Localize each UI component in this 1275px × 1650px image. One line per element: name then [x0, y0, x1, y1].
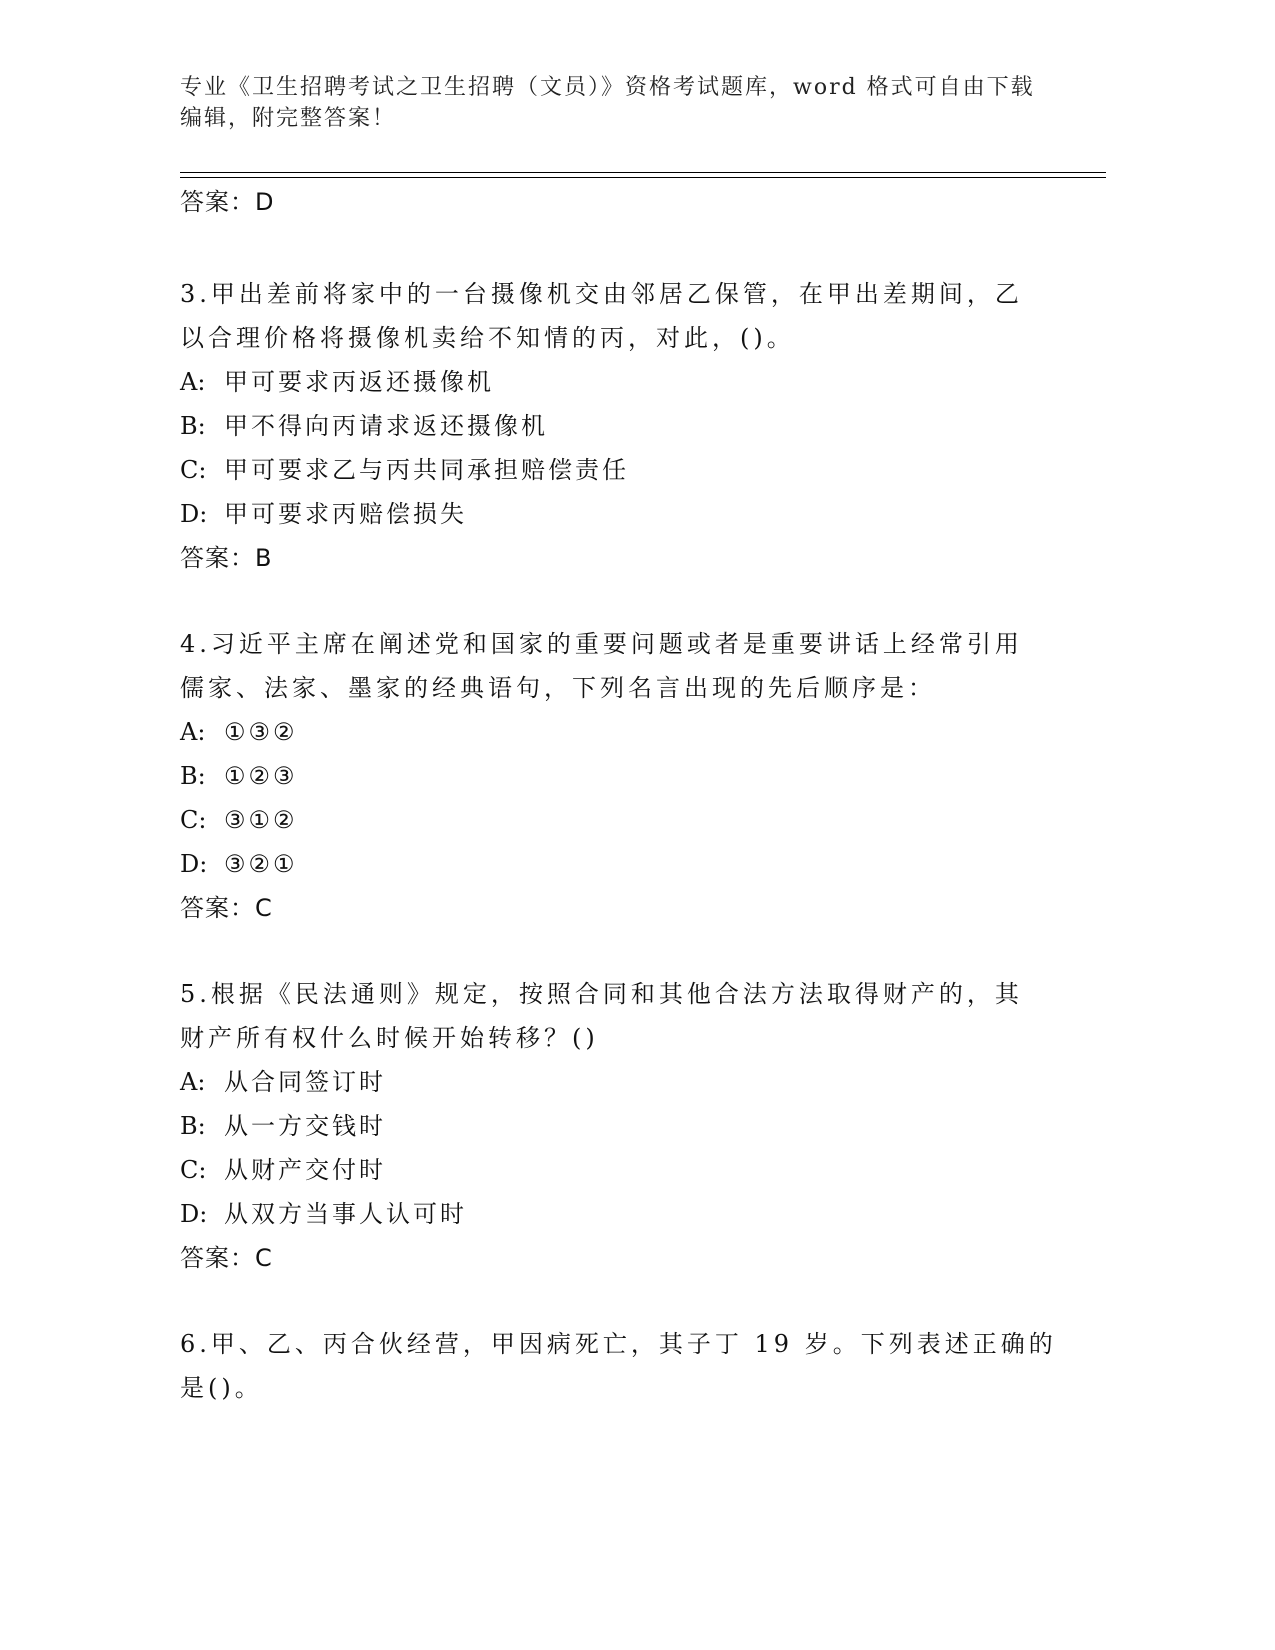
option-text: 甲不得向丙请求返还摄像机 — [224, 412, 548, 440]
header-divider-top — [180, 172, 1106, 173]
option-a — [180, 360, 1060, 404]
option-b — [180, 754, 1060, 798]
option-key: A: — [180, 718, 206, 746]
question-stem — [180, 272, 1060, 360]
option-text: ①③② — [224, 718, 298, 746]
header-line-2: 编辑，附完整答案！ — [180, 106, 397, 131]
option-key: D: — [180, 500, 208, 528]
option-a — [180, 710, 1060, 754]
question-answer: 答案：B — [180, 544, 273, 572]
question-4 — [180, 622, 1060, 930]
option-d — [180, 1192, 1060, 1236]
option-key: A: — [180, 368, 206, 396]
page-header — [180, 72, 1060, 134]
option-d — [180, 842, 1060, 886]
question-3 — [180, 272, 1060, 580]
option-key: B: — [180, 412, 206, 440]
option-key: C: — [180, 456, 207, 484]
option-d — [180, 492, 1060, 536]
question-stem — [180, 1322, 1060, 1410]
option-text: 甲可要求丙返还摄像机 — [224, 368, 494, 396]
option-key: D: — [180, 850, 208, 878]
option-key: B: — [180, 1112, 206, 1140]
question-stem-line: 6.甲、乙、丙合伙经营，甲因病死亡，其子丁 19 岁。下列表述正确的 — [180, 1330, 1057, 1358]
question-list — [180, 186, 1060, 1410]
question-5 — [180, 972, 1060, 1280]
question-stem-line: 财产所有权什么时候开始转移？() — [180, 1024, 599, 1052]
option-key: B: — [180, 762, 206, 790]
option-text: ①②③ — [224, 762, 298, 790]
option-text: 甲可要求丙赔偿损失 — [224, 500, 467, 528]
header-line-1: 专业《卫生招聘考试之卫生招聘（文员）》资格考试题库，word 格式可自由下载 — [180, 75, 1035, 100]
question-stem — [180, 972, 1060, 1060]
option-text: 从财产交付时 — [224, 1156, 386, 1184]
option-b — [180, 1104, 1060, 1148]
option-key: C: — [180, 1156, 207, 1184]
option-c — [180, 1148, 1060, 1192]
option-c — [180, 448, 1060, 492]
option-b — [180, 404, 1060, 448]
question-answer: 答案：C — [180, 894, 273, 922]
question-stem — [180, 622, 1060, 710]
question-6 — [180, 1322, 1060, 1410]
option-text: 从合同签订时 — [224, 1068, 386, 1096]
question-answer: 答案：C — [180, 1244, 273, 1272]
header-divider-bottom — [180, 177, 1106, 178]
option-text: 从一方交钱时 — [224, 1112, 386, 1140]
question-stem-line: 3.甲出差前将家中的一台摄像机交由邻居乙保管，在甲出差期间，乙 — [180, 280, 1023, 308]
option-key: D: — [180, 1200, 208, 1228]
question-stem-line: 是()。 — [180, 1374, 263, 1402]
previous-question-answer: 答案：D — [180, 188, 275, 216]
option-c — [180, 798, 1060, 842]
question-stem-line: 以合理价格将摄像机卖给不知情的丙，对此，()。 — [180, 324, 795, 352]
option-a — [180, 1060, 1060, 1104]
question-stem-line: 4.习近平主席在阐述党和国家的重要问题或者是重要讲话上经常引用 — [180, 630, 1023, 658]
option-text: 从双方当事人认可时 — [224, 1200, 467, 1228]
option-key: C: — [180, 806, 207, 834]
option-text: ③①② — [224, 806, 298, 834]
question-stem-line: 儒家、法家、墨家的经典语句，下列名言出现的先后顺序是： — [180, 674, 936, 702]
option-text: ③②① — [224, 850, 298, 878]
question-stem-line: 5.根据《民法通则》规定，按照合同和其他合法方法取得财产的，其 — [180, 980, 1023, 1008]
option-key: A: — [180, 1068, 206, 1096]
option-text: 甲可要求乙与丙共同承担赔偿责任 — [224, 456, 629, 484]
